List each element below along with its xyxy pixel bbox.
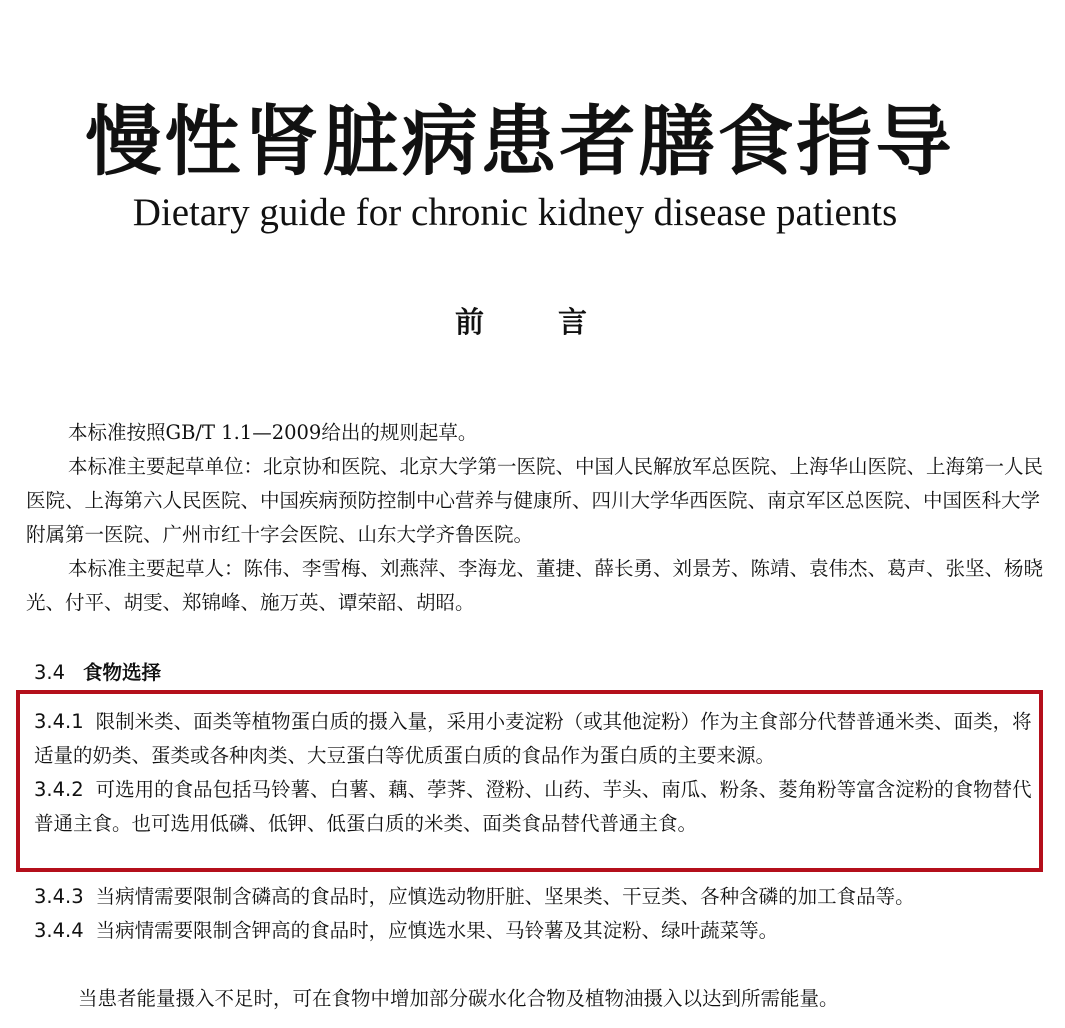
highlight-box [16, 690, 1043, 872]
foreword-paragraph: 本标准主要起草人：陈伟、李雪梅、刘燕萍、李海龙、董捷、薛长勇、刘景芳、陈靖、袁伟杰、葛声、张坚、杨晓光、付平、胡雯、郑锦峰、施万英、谭荣韶、胡昭。 [26, 557, 1044, 614]
document-title-cn: 慢性肾脏病患者膳食指导 [85, 96, 955, 186]
clause-text: 当病情需要限制含钾高的食品时，应慎选水果、马铃薯及其淀粉、绿叶蔬菜等。 [95, 919, 779, 942]
document-title-en: Dietary guide for chronic kidney disease patients [132, 191, 898, 234]
clause-3-4-3 [34, 880, 1046, 914]
clause-number: 3.4.2 [34, 778, 84, 801]
foreword-heading: 前言 [454, 305, 661, 339]
foreword-paragraph: 本标准按照GB/T 1.1—2009给出的规则起草。 [68, 421, 478, 444]
section-number: 3.4 [34, 661, 66, 684]
clause-number: 3.4.4 [34, 919, 84, 942]
remaining-clauses [34, 880, 1046, 948]
clause-3-4-4 [34, 914, 1046, 948]
clause-text: 限制米类、面类等植物蛋白质的摄入量，采用小麦淀粉（或其他淀粉）作为主食部分代替普通米类、面类，将适量的奶类、蛋类或各种肉类、大豆蛋白等优质蛋白质的食品作为蛋白质的主要来源。 [34, 710, 1032, 767]
clause-number: 3.4.1 [34, 710, 84, 733]
clause-text: 可选用的食品包括马铃薯、白薯、藕、荸荠、澄粉、山药、芋头、南瓜、粉条、菱角粉等富含淀粉的食物替代普通主食。也可选用低磷、低钾、低蛋白质的米类、面类食品替代普通主食。 [34, 778, 1032, 835]
clause-text: 当病情需要限制含磷高的食品时，应慎选动物肝脏、坚果类、干豆类、各种含磷的加工食品等。 [95, 885, 915, 908]
section-heading [34, 656, 161, 690]
foreword-paragraph: 本标准主要起草单位：北京协和医院、北京大学第一医院、中国人民解放军总医院、上海华山医院、上海第一人民医院、上海第六人民医院、中国疾病预防控制中心营养与健康所、四川大学华西医院、南京军区总医院、中国医科大学附属第一医院、广州市红十字会医院、山东大学齐鲁医院。 [26, 455, 1044, 546]
clause-number: 3.4.3 [34, 885, 84, 908]
foreword-body [26, 416, 1046, 620]
closing-paragraph: 当患者能量摄入不足时，可在食物中增加部分碳水化合物及植物油摄入以达到所需能量。 [78, 987, 839, 1010]
section-title: 食物选择 [83, 661, 162, 684]
